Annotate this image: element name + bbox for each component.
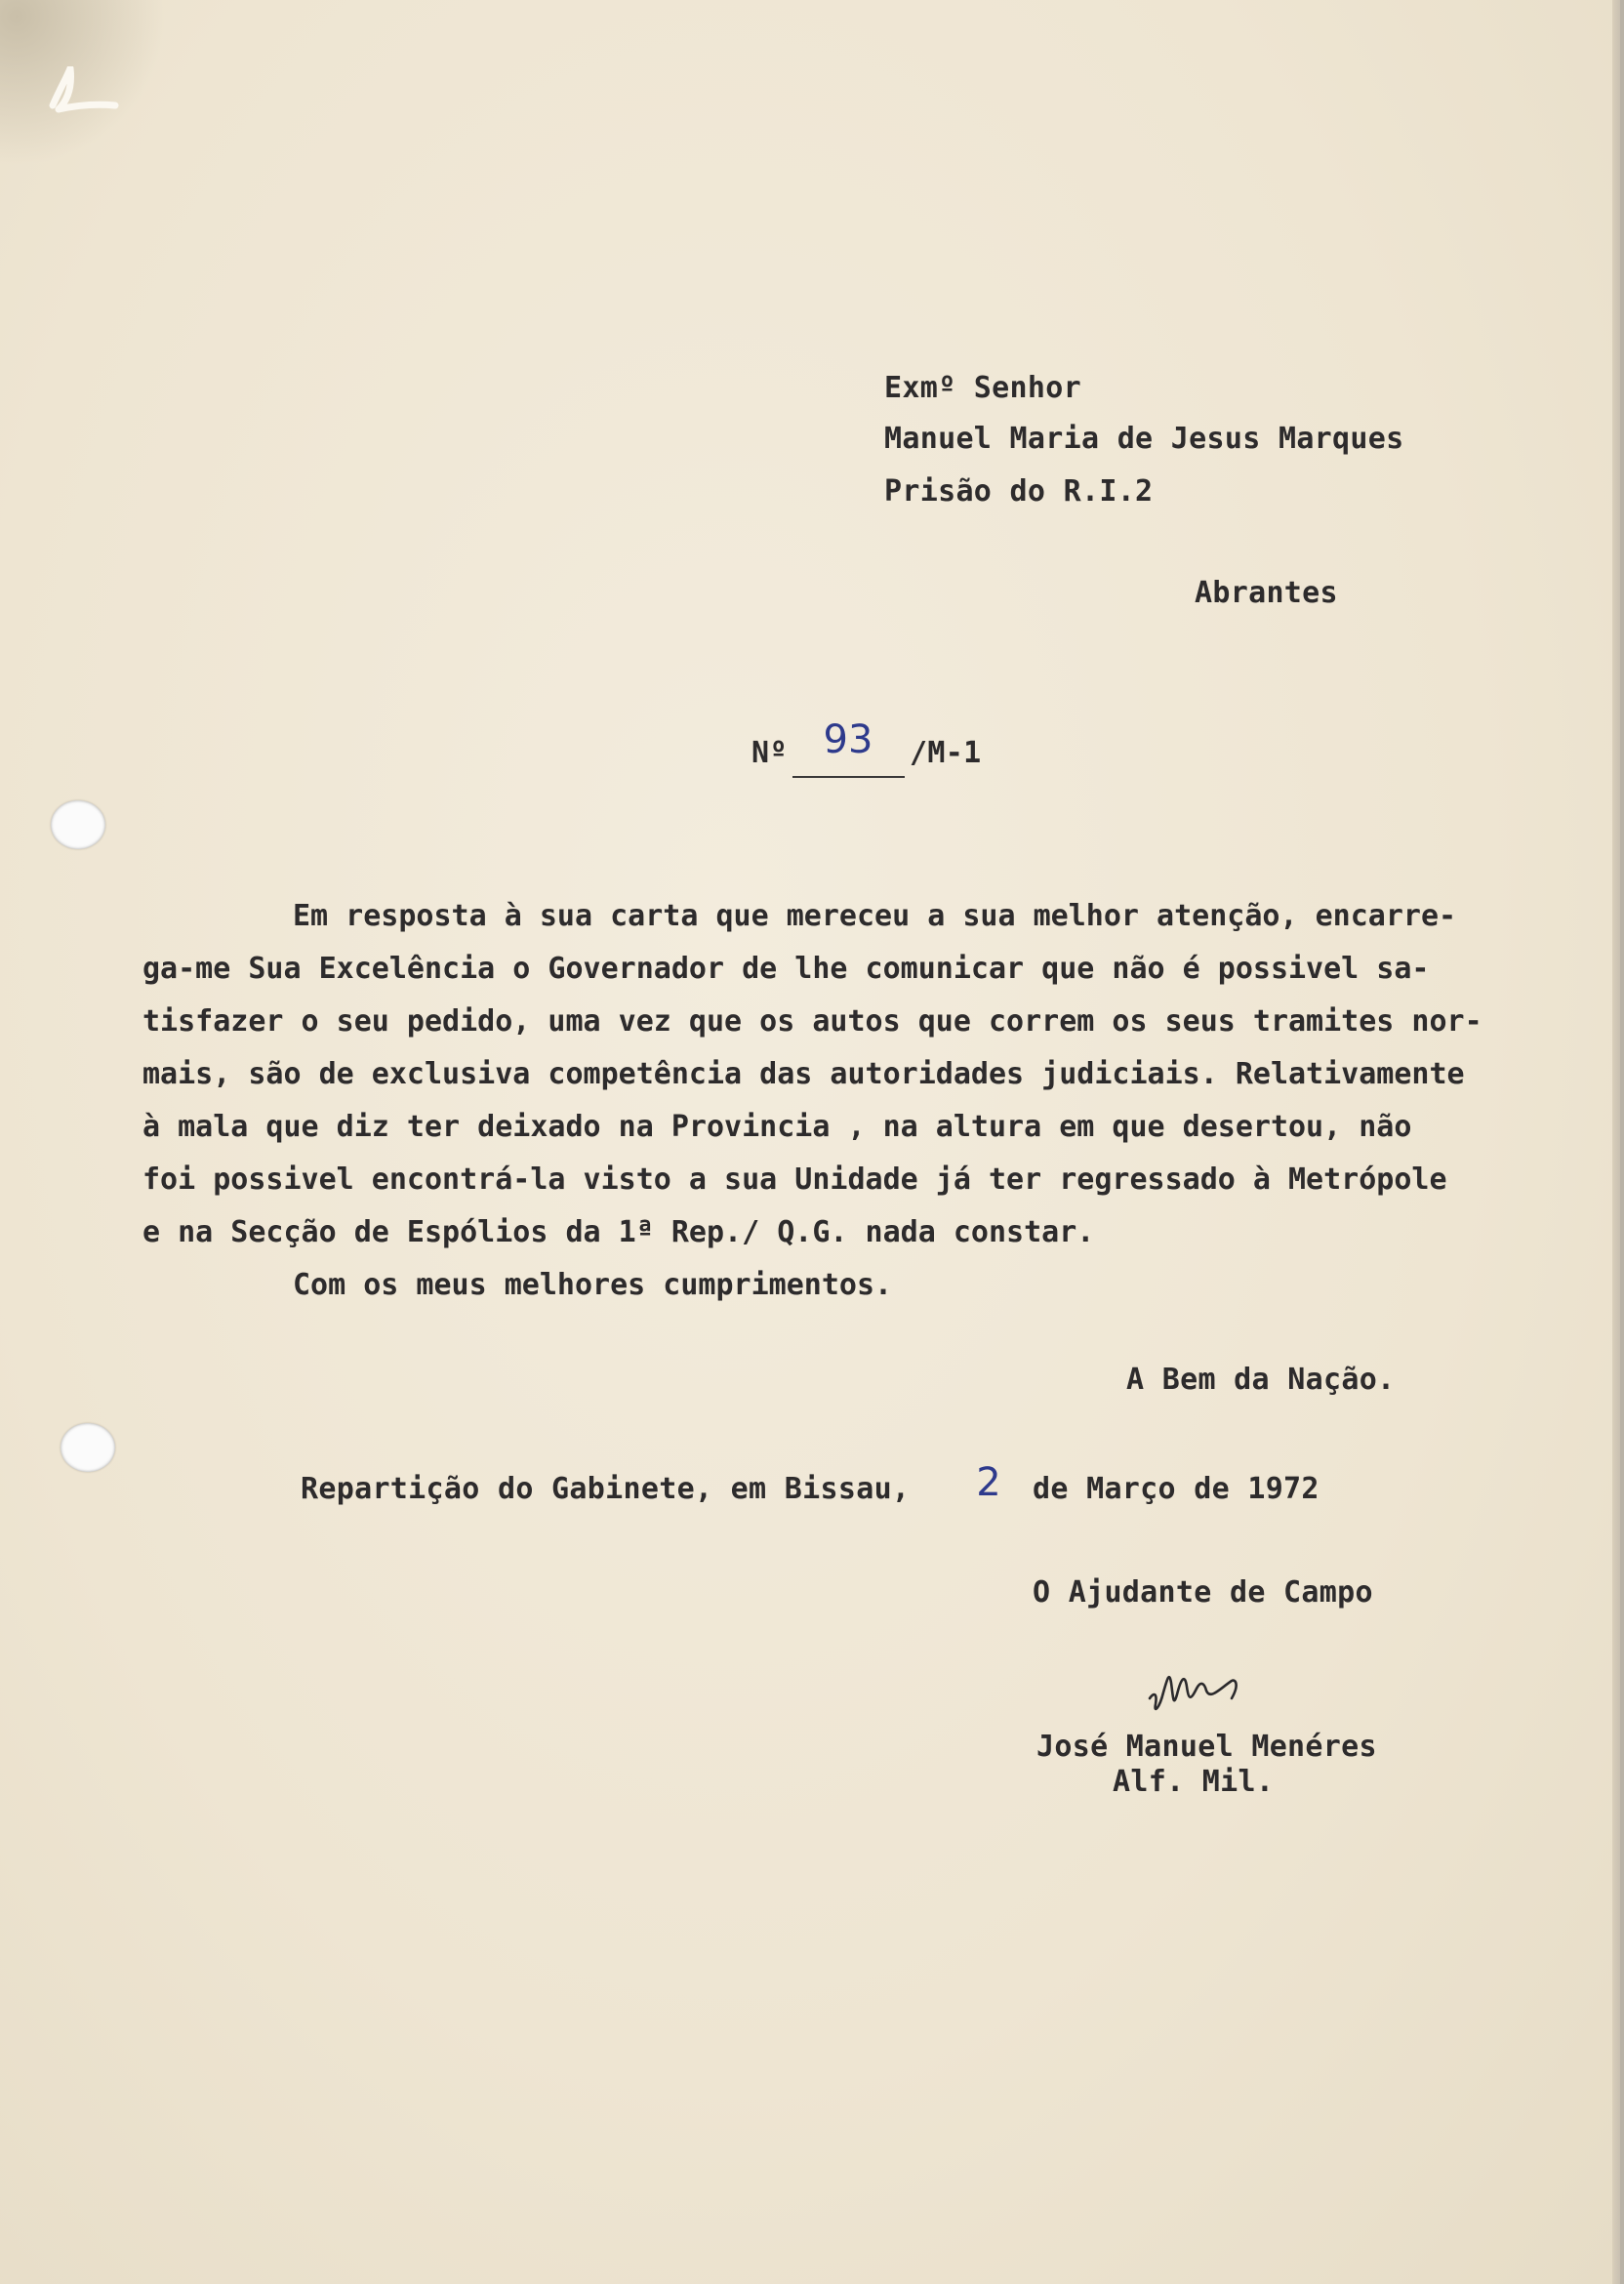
paper-edge — [1612, 0, 1620, 2284]
reference-number-handwritten: 93 — [823, 717, 873, 762]
body-line: Em resposta à sua carta que mereceu a sua melhor atenção, encarre- — [293, 899, 1457, 933]
torn-corner-mark — [47, 66, 125, 125]
signatory-name: José Manuel Menéres — [1036, 1730, 1377, 1764]
body-line: ga-me Sua Excelência o Governador de lhe comunicar que não é possivel sa- — [142, 952, 1430, 986]
recipient-salutation: Exmº Senhor — [884, 371, 1081, 405]
date-day-handwritten: 2 — [976, 1460, 1001, 1505]
handwritten-signature — [1142, 1650, 1288, 1728]
date-place: Repartição do Gabinete, em Bissau, — [301, 1472, 911, 1506]
body-line: e na Secção de Espólios da 1ª Rep./ Q.G. nada constar. — [142, 1215, 1095, 1249]
punch-hole-top — [51, 800, 105, 849]
reference-prefix: Nº — [751, 736, 788, 770]
letter-body — [142, 890, 1606, 1312]
signatory-rank: Alf. Mil. — [1113, 1765, 1275, 1799]
reference-underline — [792, 776, 905, 778]
body-line: foi possivel encontrá-la visto a sua Unidade já ter regressado à Metrópole — [142, 1162, 1447, 1197]
recipient-address: Prisão do R.I.2 — [884, 474, 1154, 509]
body-line: mais, são de exclusiva competência das autoridades judiciais. Relativamente — [142, 1057, 1465, 1091]
signatory-role: O Ajudante de Campo — [1033, 1575, 1373, 1610]
date-month-year: de Março de 1972 — [1033, 1472, 1320, 1506]
body-line: tisfazer o seu pedido, uma vez que os autos que correm os seus tramites nor- — [142, 1004, 1482, 1039]
reference-suffix: /M-1 — [910, 736, 982, 770]
closing-formula: A Bem da Nação. — [1126, 1363, 1396, 1397]
body-line: à mala que diz ter deixado na Provincia , na altura em que desertou, não — [142, 1110, 1412, 1144]
punch-hole-bottom — [61, 1423, 115, 1472]
recipient-city: Abrantes — [1195, 576, 1338, 610]
body-line: Com os meus melhores cumprimentos. — [293, 1268, 893, 1302]
recipient-name: Manuel Maria de Jesus Marques — [884, 422, 1404, 456]
